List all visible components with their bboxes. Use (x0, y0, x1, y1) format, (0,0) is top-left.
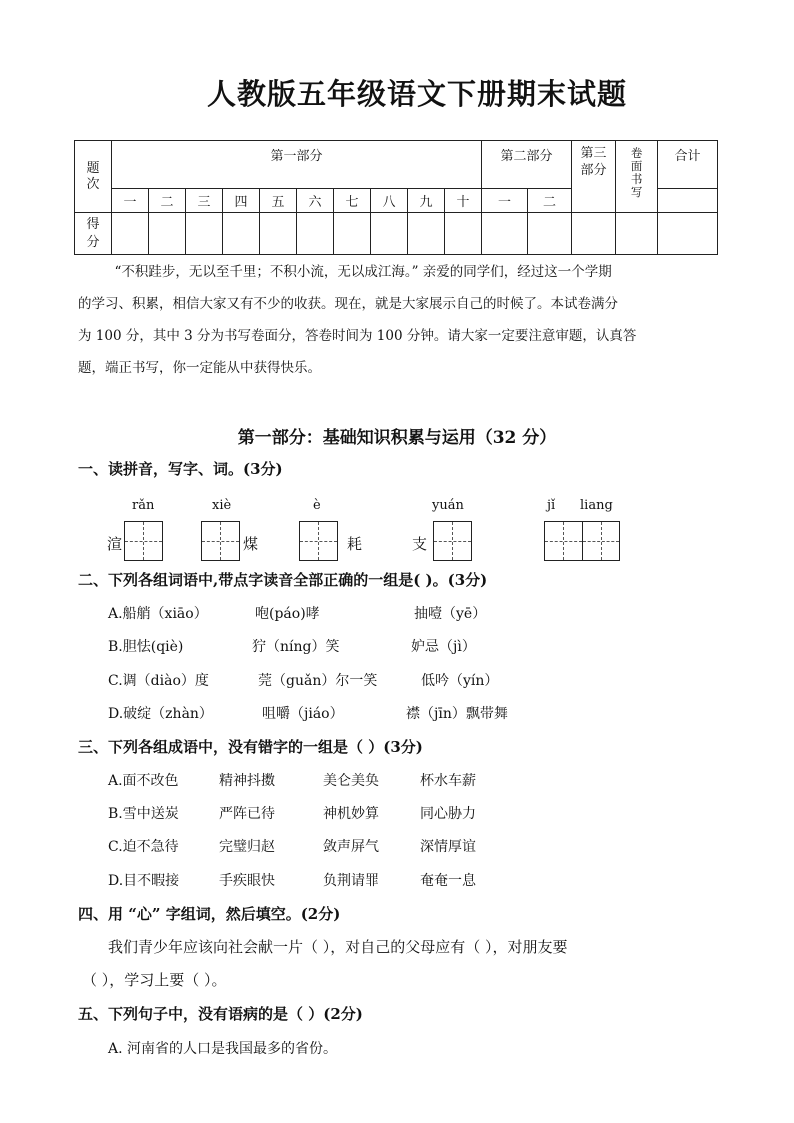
given-char: 耗 (347, 535, 363, 553)
intro-line: “不积跬步，无以至千里；不积小流，无以成江海。” 亲爱的同学们，经过这一个学期 (114, 264, 612, 280)
writing-grid[interactable] (433, 521, 472, 561)
q2-option-a-3: 抽噎（yē） (414, 606, 487, 622)
score-cell[interactable] (371, 213, 408, 255)
part1-item: 六 (297, 189, 334, 213)
part3-label: 第三部分 (580, 146, 607, 178)
q2-option-b-3: 妒忌（jì） (411, 639, 476, 655)
part1-item: 二 (149, 189, 186, 213)
q3-option-c-1: C.迫不急待 (108, 839, 179, 855)
intro-paragraph (78, 256, 720, 384)
q2-option-d-1: D.破绽（zhàn） (108, 706, 213, 722)
part1-item: 一 (112, 189, 149, 213)
q2-option-c-2: 莞（guǎn）尔一笑 (258, 673, 378, 689)
score-cell[interactable] (186, 213, 223, 255)
part1-item: 七 (334, 189, 371, 213)
given-char: 渲 (107, 535, 123, 553)
q3-option-d-1: D.目不暇接 (108, 873, 180, 889)
total-header: 合计 (658, 141, 718, 189)
q3-option-b-4: 同心胁力 (420, 806, 476, 822)
pinyin-label: yuán (432, 498, 464, 513)
intro-line: 为 100 分，其中 3 分为书写卷面分，答卷时间为 100 分钟。请大家一定要注意审题，认真答 (78, 328, 637, 344)
score-cell[interactable] (149, 213, 186, 255)
q3-option-d-4: 奄奄一息 (420, 873, 476, 889)
q2-option-d-3: 襟（jīn）飘带舞 (406, 706, 508, 722)
score-cell[interactable] (334, 213, 371, 255)
q3-option-d-2: 手疾眼快 (219, 873, 275, 889)
question-3-title: 三、下列各组成语中，没有错字的一组是（ ）(3分) (78, 738, 423, 756)
part2-item: 二 (528, 189, 572, 213)
total-blank-cell (658, 189, 718, 213)
score-cell[interactable] (482, 213, 528, 255)
score-cell[interactable] (408, 213, 445, 255)
q3-option-c-3: 敛声屏气 (323, 839, 379, 855)
writing-grid-double[interactable] (544, 521, 620, 561)
score-label-cell (75, 213, 112, 255)
score-label: 得分 (86, 216, 100, 250)
q3-option-b-3: 神机妙算 (323, 806, 379, 822)
handwriting-label: 卷面书写 (630, 146, 643, 199)
page-title: 人教版五年级语文下册期末试题 (206, 77, 627, 111)
writing-grid[interactable] (201, 521, 240, 561)
pinyin-label: jǐ (547, 498, 556, 513)
given-char: 支 (412, 535, 428, 553)
q4-line-1: 我们青少年应该向社会献一片（ ），对自己的父母应有（ ），对朋友要 (108, 938, 568, 956)
question-5-title: 五、下列句子中，没有语病的是（ ）(2分) (78, 1005, 363, 1023)
q3-option-a-3: 美仑美奂 (323, 773, 379, 789)
score-cell[interactable] (572, 213, 616, 255)
q2-option-b-1: B.胆怯(qiè) (108, 639, 184, 655)
part1-item: 十 (445, 189, 482, 213)
q3-option-a-2: 精神抖擞 (219, 773, 275, 789)
question-1-title: 一、读拼音，写字、词。(3分) (78, 460, 283, 478)
row-label: 题次 (86, 160, 100, 192)
part1-item: 八 (371, 189, 408, 213)
score-cell[interactable] (616, 213, 658, 255)
score-cell[interactable] (297, 213, 334, 255)
part1-item: 九 (408, 189, 445, 213)
writing-grid[interactable] (299, 521, 338, 561)
handwriting-header (616, 141, 658, 213)
pinyin-label: xiè (212, 498, 232, 513)
score-cell[interactable] (260, 213, 297, 255)
q2-option-c-1: C.调（diào）度 (108, 673, 209, 689)
q3-option-b-2: 严阵已待 (219, 806, 275, 822)
q3-option-c-4: 深情厚谊 (420, 839, 476, 855)
pinyin-label: liang (580, 498, 613, 513)
intro-line: 题，端正书写，你一定能从中获得快乐。 (78, 360, 321, 376)
q2-option-b-2: 狞（níng）笑 (252, 639, 340, 655)
score-cell[interactable] (223, 213, 260, 255)
writing-grid[interactable] (124, 521, 163, 561)
part1-item: 三 (186, 189, 223, 213)
row-label-cell (75, 141, 112, 213)
pinyin-label: è (313, 498, 321, 513)
q3-option-b-1: B.雪中送炭 (108, 806, 179, 822)
q2-option-c-3: 低吟（yín） (421, 673, 499, 689)
intro-line: 的学习、积累，相信大家又有不少的收获。现在，就是大家展示自己的时候了。本试卷满分 (78, 296, 618, 312)
score-table (74, 140, 718, 255)
section-title: 第一部分：基础知识积累与运用（32 分） (237, 428, 557, 448)
q3-option-a-4: 杯水车薪 (420, 773, 476, 789)
q3-option-c-2: 完璧归赵 (219, 839, 275, 855)
question-4-title: 四、用 “心” 字组词，然后填空。(2分) (78, 905, 341, 923)
score-cell[interactable] (658, 213, 718, 255)
score-cell[interactable] (112, 213, 149, 255)
pinyin-label: rǎn (132, 498, 155, 513)
part2-item: 一 (482, 189, 528, 213)
q4-line-2: （ ），学习上要（ ）。 (82, 971, 227, 989)
part3-header (572, 141, 616, 213)
q2-option-a-1: A.船艄（xiāo） (108, 606, 208, 622)
part1-item: 四 (223, 189, 260, 213)
part1-header: 第一部分 (112, 141, 482, 189)
q2-option-d-2: 咀嚼（jiáo） (262, 706, 344, 722)
score-cell[interactable] (528, 213, 572, 255)
q3-option-d-3: 负荆请罪 (323, 873, 379, 889)
q2-option-a-2: 咆(páo)哮 (255, 606, 320, 622)
given-char: 煤 (243, 535, 259, 553)
part2-header: 第二部分 (482, 141, 572, 189)
part1-item: 五 (260, 189, 297, 213)
question-2-title: 二、下列各组词语中,带点字读音全部正确的一组是( )。(3分) (78, 571, 488, 589)
q3-option-a-1: A.面不改色 (108, 773, 179, 789)
q5-option-a: A. 河南省的人口是我国最多的省份。 (108, 1041, 338, 1057)
score-cell[interactable] (445, 213, 482, 255)
